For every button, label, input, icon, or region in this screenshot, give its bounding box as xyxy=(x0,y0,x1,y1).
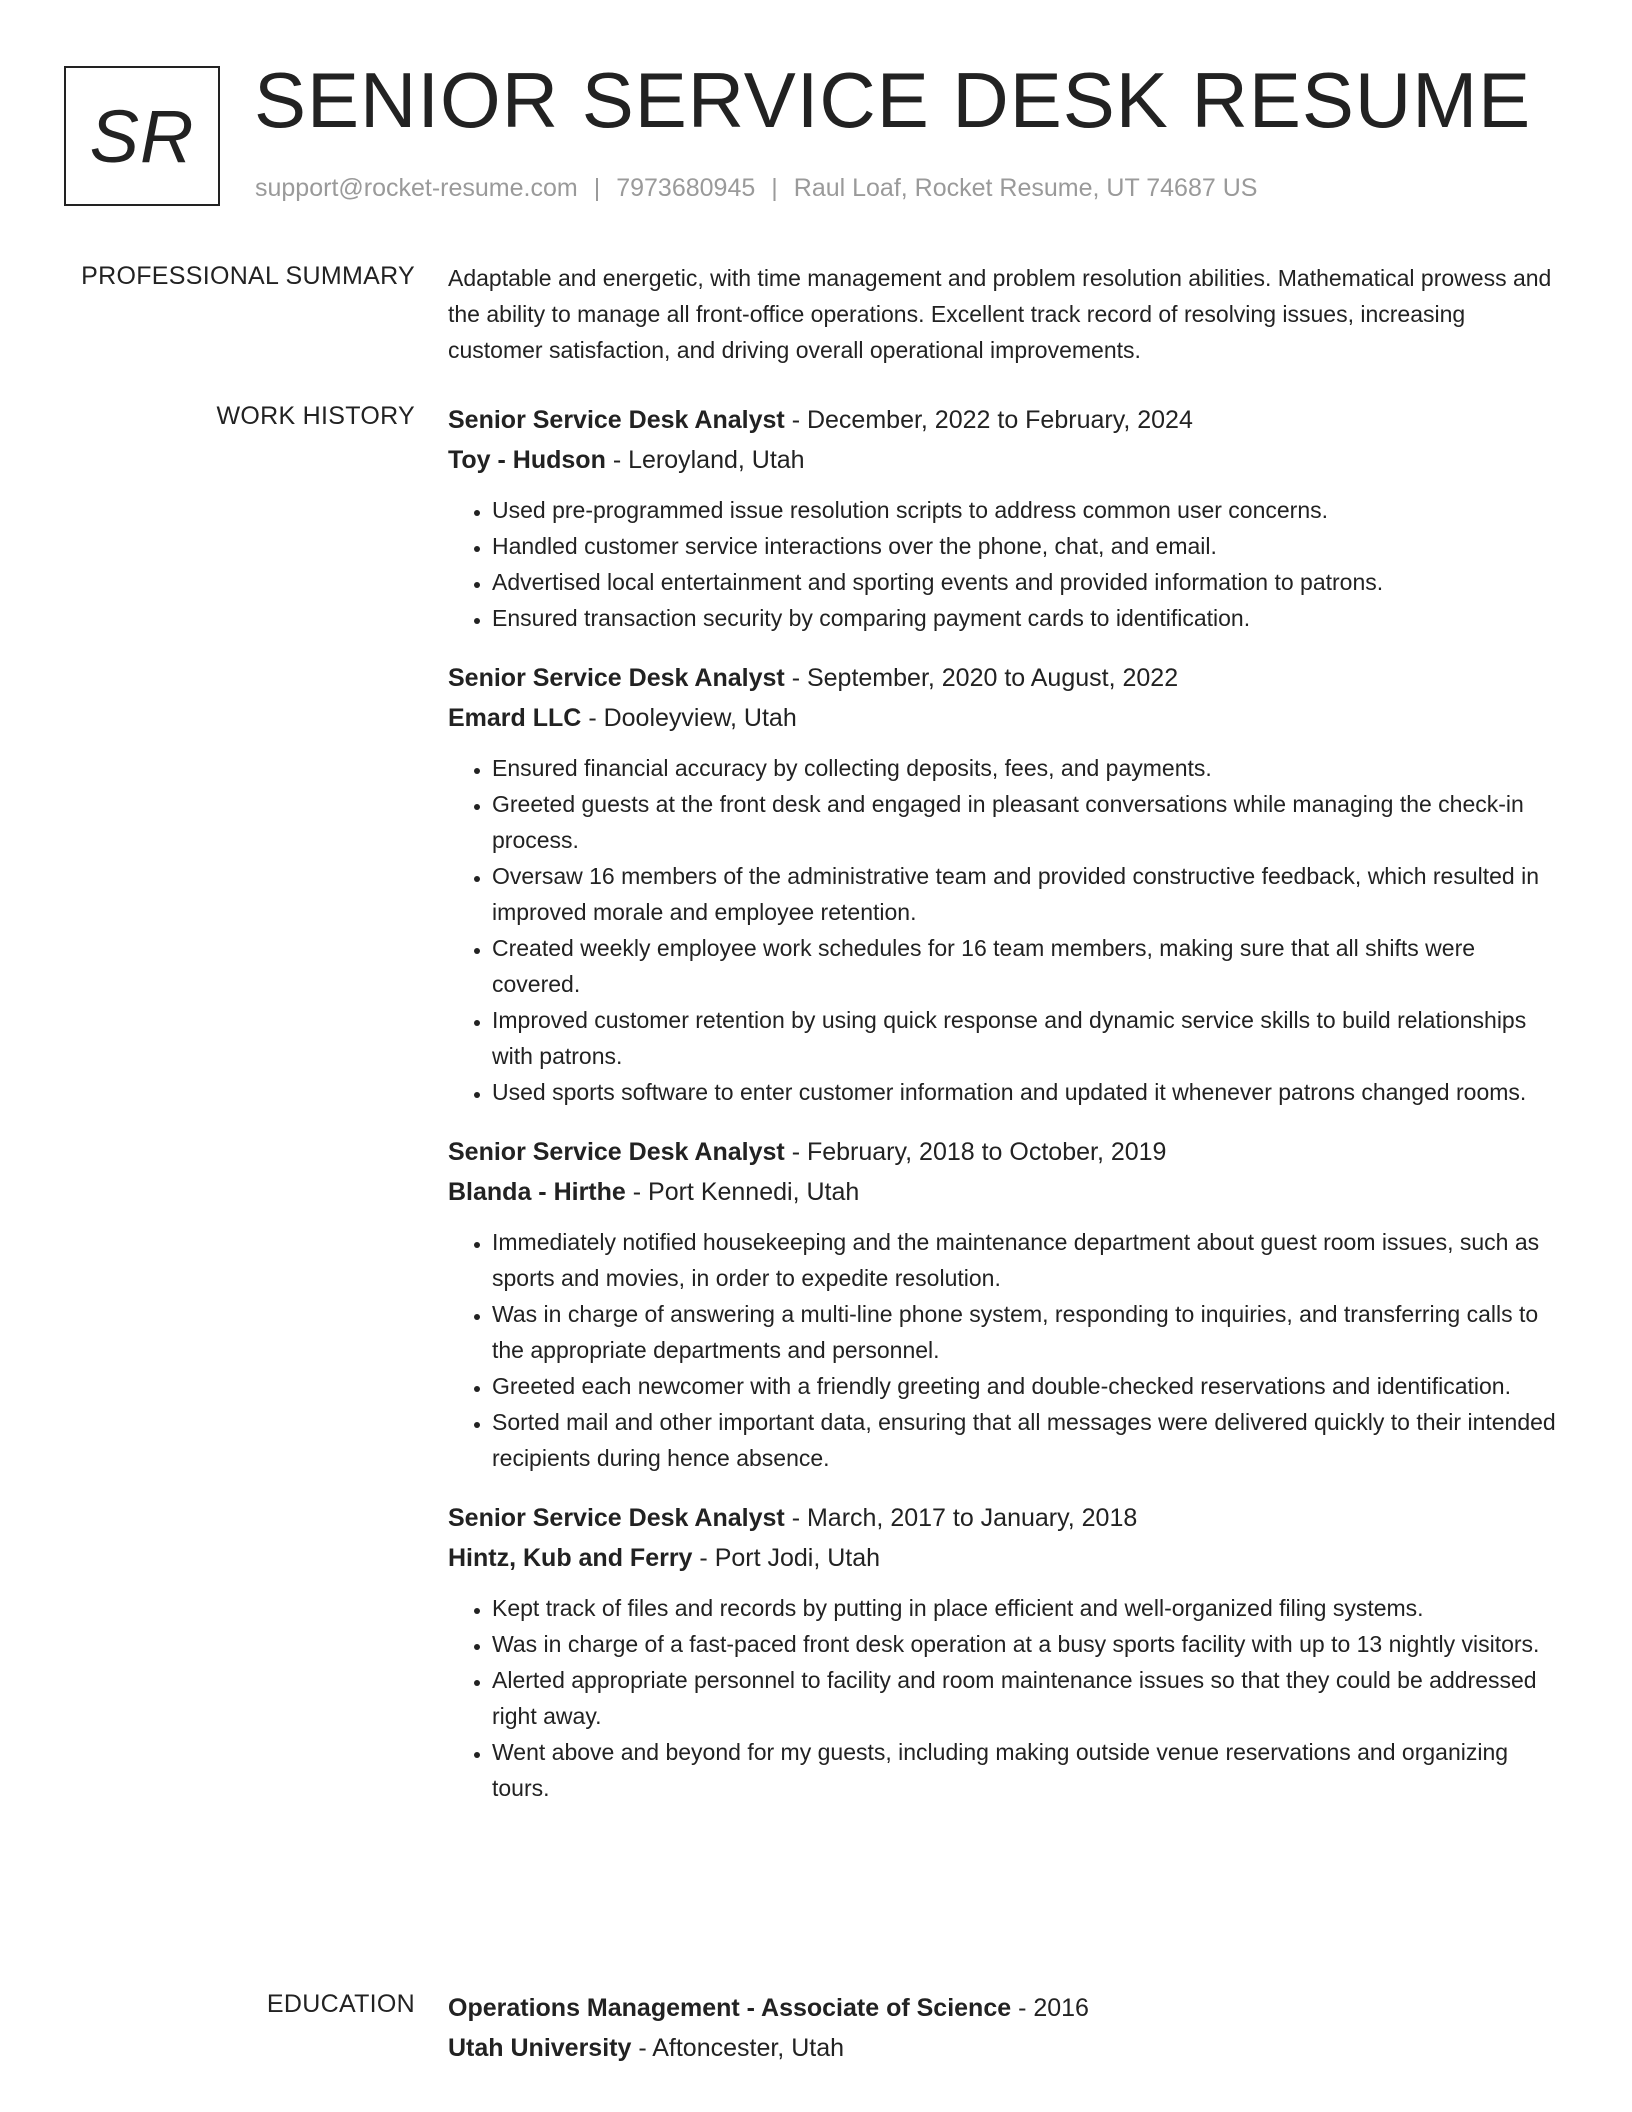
job-dates: - March, 2017 to January, 2018 xyxy=(791,1504,1138,1532)
job-company-line xyxy=(448,698,1558,738)
job-dates: - December, 2022 to February, 2024 xyxy=(791,406,1193,434)
job-company-line xyxy=(448,440,1558,480)
job-company: Blanda - Hirthe xyxy=(448,1178,626,1206)
work-history-heading: WORK HISTORY xyxy=(216,402,415,430)
job-location: - Port Jodi, Utah xyxy=(699,1544,881,1572)
summary-text: Adaptable and energetic, with time management and problem resolution abilities. Mathematical prowess and the ability to manage all front-office operations. Excellent track record of resolving issues, increasing customer satisfaction, and driving overall operational improvements. xyxy=(448,265,1552,363)
job-company-line xyxy=(448,1538,1558,1578)
job-duty: • Greeted guests at the front desk and engaged in pleasant conversations while managing the check-in process. xyxy=(492,786,1558,858)
education-school: Utah University xyxy=(448,2034,632,2062)
job-duties-list xyxy=(448,750,1558,1110)
job-entry xyxy=(448,658,1558,1110)
job-title: Senior Service Desk Analyst xyxy=(448,406,785,434)
education-location: - Aftoncester, Utah xyxy=(638,2034,845,2062)
job-dates: - February, 2018 to October, 2019 xyxy=(791,1138,1167,1166)
job-dates: - September, 2020 to August, 2022 xyxy=(791,664,1179,692)
job-entry xyxy=(448,1132,1558,1476)
job-duty: • Improved customer retention by using quick response and dynamic service skills to build relationships with patrons. xyxy=(492,1002,1558,1074)
education-school-line xyxy=(448,2028,1558,2068)
contact-line xyxy=(255,174,1257,203)
job-company: Hintz, Kub and Ferry xyxy=(448,1544,693,1572)
job-duty: • Sorted mail and other important data, ensuring that all messages were delivered quickly to their intended recipients during hence absence. xyxy=(492,1404,1558,1476)
job-location: - Leroyland, Utah xyxy=(612,446,805,474)
job-entry xyxy=(448,1498,1558,1806)
education-heading: EDUCATION xyxy=(266,1990,415,2018)
job-duty: • Ensured financial accuracy by collecting deposits, fees, and payments. xyxy=(492,750,1558,786)
job-title: Senior Service Desk Analyst xyxy=(448,1504,785,1532)
job-title-line xyxy=(448,400,1558,440)
job-duty: • Was in charge of a fast-paced front desk operation at a busy sports facility with up to 13 nightly visitors. xyxy=(492,1626,1558,1662)
job-duty: • Was in charge of answering a multi-line phone system, responding to inquiries, and transferring calls to the appropriate departments and personnel. xyxy=(492,1296,1558,1368)
monogram-box xyxy=(64,66,220,206)
job-duty: • Greeted each newcomer with a friendly greeting and double-checked reservations and identification. xyxy=(492,1368,1558,1404)
job-duty: • Advertised local entertainment and sporting events and provided information to patrons. xyxy=(492,564,1558,600)
work-history-body xyxy=(448,400,1558,1828)
job-duties-list xyxy=(448,492,1558,636)
job-duty: • Alerted appropriate personnel to facility and room maintenance issues so that they could be addressed right away. xyxy=(492,1662,1558,1734)
contact-separator: | xyxy=(771,174,778,202)
job-title-line xyxy=(448,1132,1558,1172)
education-degree: Operations Management - Associate of Science xyxy=(448,1994,1012,2022)
resume-title: SENIOR SERVICE DESK RESUME xyxy=(254,56,1532,144)
job-company-line xyxy=(448,1172,1558,1212)
job-company: Toy - Hudson xyxy=(448,446,606,474)
monogram-initials: SR xyxy=(89,94,195,178)
job-title: Senior Service Desk Analyst xyxy=(448,1138,785,1166)
job-title-line xyxy=(448,658,1558,698)
job-duty: • Oversaw 16 members of the administrative team and provided constructive feedback, which resulted in improved morale and employee retention. xyxy=(492,858,1558,930)
summary-body xyxy=(448,262,1558,368)
job-entry xyxy=(448,400,1558,636)
education-degree-line xyxy=(448,1988,1558,2028)
job-company: Emard LLC xyxy=(448,704,582,732)
job-duty: • Ensured transaction security by comparing payment cards to identification. xyxy=(492,600,1558,636)
job-duties-list xyxy=(448,1224,1558,1476)
contact-phone[interactable]: 7973680945 xyxy=(616,174,756,202)
job-location: - Port Kennedi, Utah xyxy=(632,1178,860,1206)
job-title-line xyxy=(448,1498,1558,1538)
education-body xyxy=(448,1988,1558,2068)
contact-separator: | xyxy=(593,174,601,202)
job-duty: • Kept track of files and records by putting in place efficient and well-organized filing systems. xyxy=(492,1590,1558,1626)
job-location: - Dooleyview, Utah xyxy=(588,704,797,732)
job-duty: • Immediately notified housekeeping and the maintenance department about guest room issues, such as sports and movies, in order to expedite resolution. xyxy=(492,1224,1558,1296)
job-duty: • Used sports software to enter customer information and updated it whenever patrons changed rooms. xyxy=(492,1074,1558,1110)
job-duty: • Used pre-programmed issue resolution scripts to address common user concerns. xyxy=(492,492,1558,528)
job-duties-list xyxy=(448,1590,1558,1806)
summary-heading: PROFESSIONAL SUMMARY xyxy=(81,262,415,290)
education-year: - 2016 xyxy=(1018,1994,1089,2022)
contact-address: Raul Loaf, Rocket Resume, UT 74687 US xyxy=(793,174,1258,202)
job-duty: • Handled customer service interactions over the phone, chat, and email. xyxy=(492,528,1558,564)
job-duty: • Went above and beyond for my guests, including making outside venue reservations and organizing tours. xyxy=(492,1734,1558,1806)
contact-email[interactable]: support@rocket-resume.com xyxy=(255,174,578,202)
job-title: Senior Service Desk Analyst xyxy=(448,664,785,692)
job-duty: • Created weekly employee work schedules for 16 team members, making sure that all shifts were covered. xyxy=(492,930,1558,1002)
